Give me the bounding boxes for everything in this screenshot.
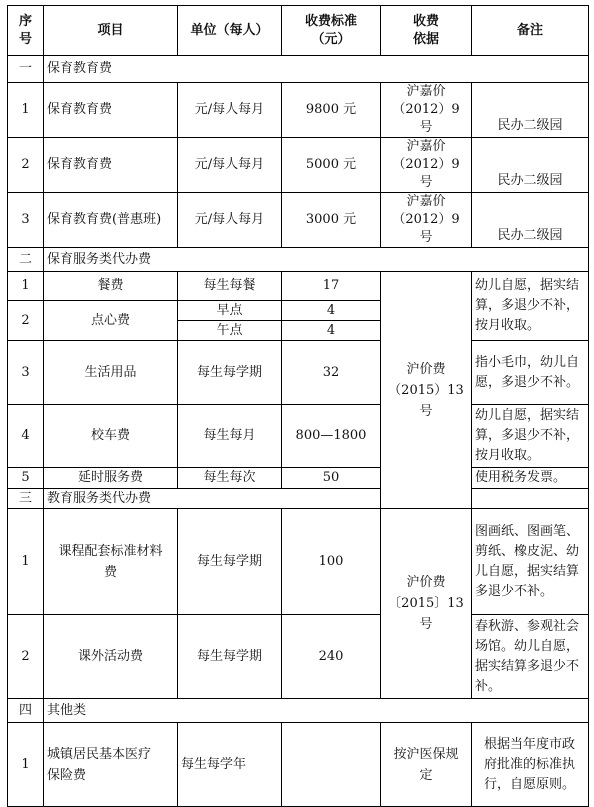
row-unit: 午点 (178, 321, 282, 341)
row-standard: 50 (282, 468, 381, 489)
section-no: 四 (8, 699, 44, 723)
row-unit: 每生每学期 (178, 509, 282, 615)
section-no: 一 (8, 56, 44, 83)
row-item: 生活用品 (44, 341, 178, 405)
row-remark: 民办二级园 (472, 83, 589, 138)
row-unit: 每生每学期 (178, 615, 282, 699)
fee-table (7, 5, 589, 807)
header-row (8, 6, 589, 56)
table-row (8, 405, 589, 468)
row-unit: 元/每人每月 (178, 138, 282, 193)
table-row (8, 615, 589, 699)
table-row (8, 509, 589, 615)
table-row (8, 723, 589, 807)
table-row (8, 138, 589, 193)
row-basis: 按沪医保规 定 (381, 723, 472, 807)
row-standard: 4 (282, 321, 381, 341)
header-basis: 收费 依据 (381, 6, 472, 56)
row-no: 5 (8, 468, 44, 489)
row-standard: 4 (282, 301, 381, 321)
row-no: 2 (8, 301, 44, 341)
row-no: 2 (8, 138, 44, 193)
row-standard: 3000 元 (282, 193, 381, 248)
table-row (8, 468, 589, 489)
row-no: 1 (8, 83, 44, 138)
row-standard: 9800 元 (282, 83, 381, 138)
row-no: 2 (8, 615, 44, 699)
section-title: 教育服务类代办费 (44, 489, 381, 509)
row-no: 4 (8, 405, 44, 468)
row-no: 3 (8, 341, 44, 405)
row-unit: 每生每餐 (178, 272, 282, 301)
row-remark: 春秋游、参观社会场馆。幼儿自愿，据实结算多退少不补。 (472, 615, 589, 699)
section-no: 二 (8, 248, 44, 272)
row-remark: 指小毛巾，幼儿自愿，多退少不补。 (472, 341, 589, 405)
row-item: 餐费 (44, 272, 178, 301)
table-row (8, 341, 589, 405)
header-remark: 备注 (472, 6, 589, 56)
row-unit: 每生每学年 (178, 723, 282, 807)
row-remark: 民办二级园 (472, 138, 589, 193)
row-item: 保育教育费 (44, 138, 178, 193)
section-row (8, 489, 589, 509)
section-basis: 沪价费 （2015）13 号 (381, 272, 472, 509)
section-title-pad (472, 489, 589, 509)
section-title: 保育教育费 (44, 56, 589, 83)
header-standard: 收费标准 （元） (282, 6, 381, 56)
row-basis: 沪嘉价 （2012）9 号 (381, 138, 472, 193)
row-item: 城镇居民基本医疗 保险费 (44, 723, 178, 807)
row-remark: 使用税务发票。 (472, 468, 589, 489)
row-item: 保育教育费 (44, 83, 178, 138)
row-remark: 图画纸、图画笔、剪纸、橡皮泥、幼儿自愿，据实结算多退少不补。 (472, 509, 589, 615)
row-item: 课程配套标准材料 费 (44, 509, 178, 615)
row-standard: 5000 元 (282, 138, 381, 193)
row-standard: 100 (282, 509, 381, 615)
row-basis: 沪嘉价 （2012）9 号 (381, 83, 472, 138)
row-remark: 根据当年度市政府批准的标准执行，自愿原则。 (472, 723, 589, 807)
section-row (8, 699, 589, 723)
row-no: 1 (8, 509, 44, 615)
section-title: 其他类 (44, 699, 589, 723)
row-standard: 32 (282, 341, 381, 405)
row-unit: 元/每人每月 (178, 83, 282, 138)
row-standard: 17 (282, 272, 381, 301)
table-row (8, 83, 589, 138)
row-item: 点心费 (44, 301, 178, 341)
row-remark: 幼儿自愿，据实结算，多退少不补，按月收取。 (472, 272, 589, 341)
row-remark: 幼儿自愿，据实结算，多退少不补，按月收取。 (472, 405, 589, 468)
header-no: 序 号 (8, 6, 44, 56)
section-row (8, 56, 589, 83)
table-row (8, 193, 589, 248)
row-item: 延时服务费 (44, 468, 178, 489)
row-unit: 每生每次 (178, 468, 282, 489)
table-row (8, 272, 589, 301)
row-item: 课外活动费 (44, 615, 178, 699)
row-no: 1 (8, 723, 44, 807)
row-standard: 240 (282, 615, 381, 699)
row-item: 校车费 (44, 405, 178, 468)
row-no: 1 (8, 272, 44, 301)
row-remark: 民办二级园 (472, 193, 589, 248)
section-no: 三 (8, 489, 44, 509)
row-unit: 每生每月 (178, 405, 282, 468)
row-no: 3 (8, 193, 44, 248)
section-title: 保育服务类代办费 (44, 248, 589, 272)
section-basis: 沪价费 〔2015〕13 号 (381, 509, 472, 699)
row-unit: 早点 (178, 301, 282, 321)
section-row (8, 248, 589, 272)
row-unit: 元/每人每月 (178, 193, 282, 248)
row-standard (282, 723, 381, 807)
header-unit: 单位（每人） (178, 6, 282, 56)
row-basis: 沪嘉价 （2012）9 号 (381, 193, 472, 248)
row-unit: 每生每学期 (178, 341, 282, 405)
header-item: 项目 (44, 6, 178, 56)
row-item: 保育教育费(普惠班) (44, 193, 178, 248)
row-standard: 800—1800 (282, 405, 381, 468)
